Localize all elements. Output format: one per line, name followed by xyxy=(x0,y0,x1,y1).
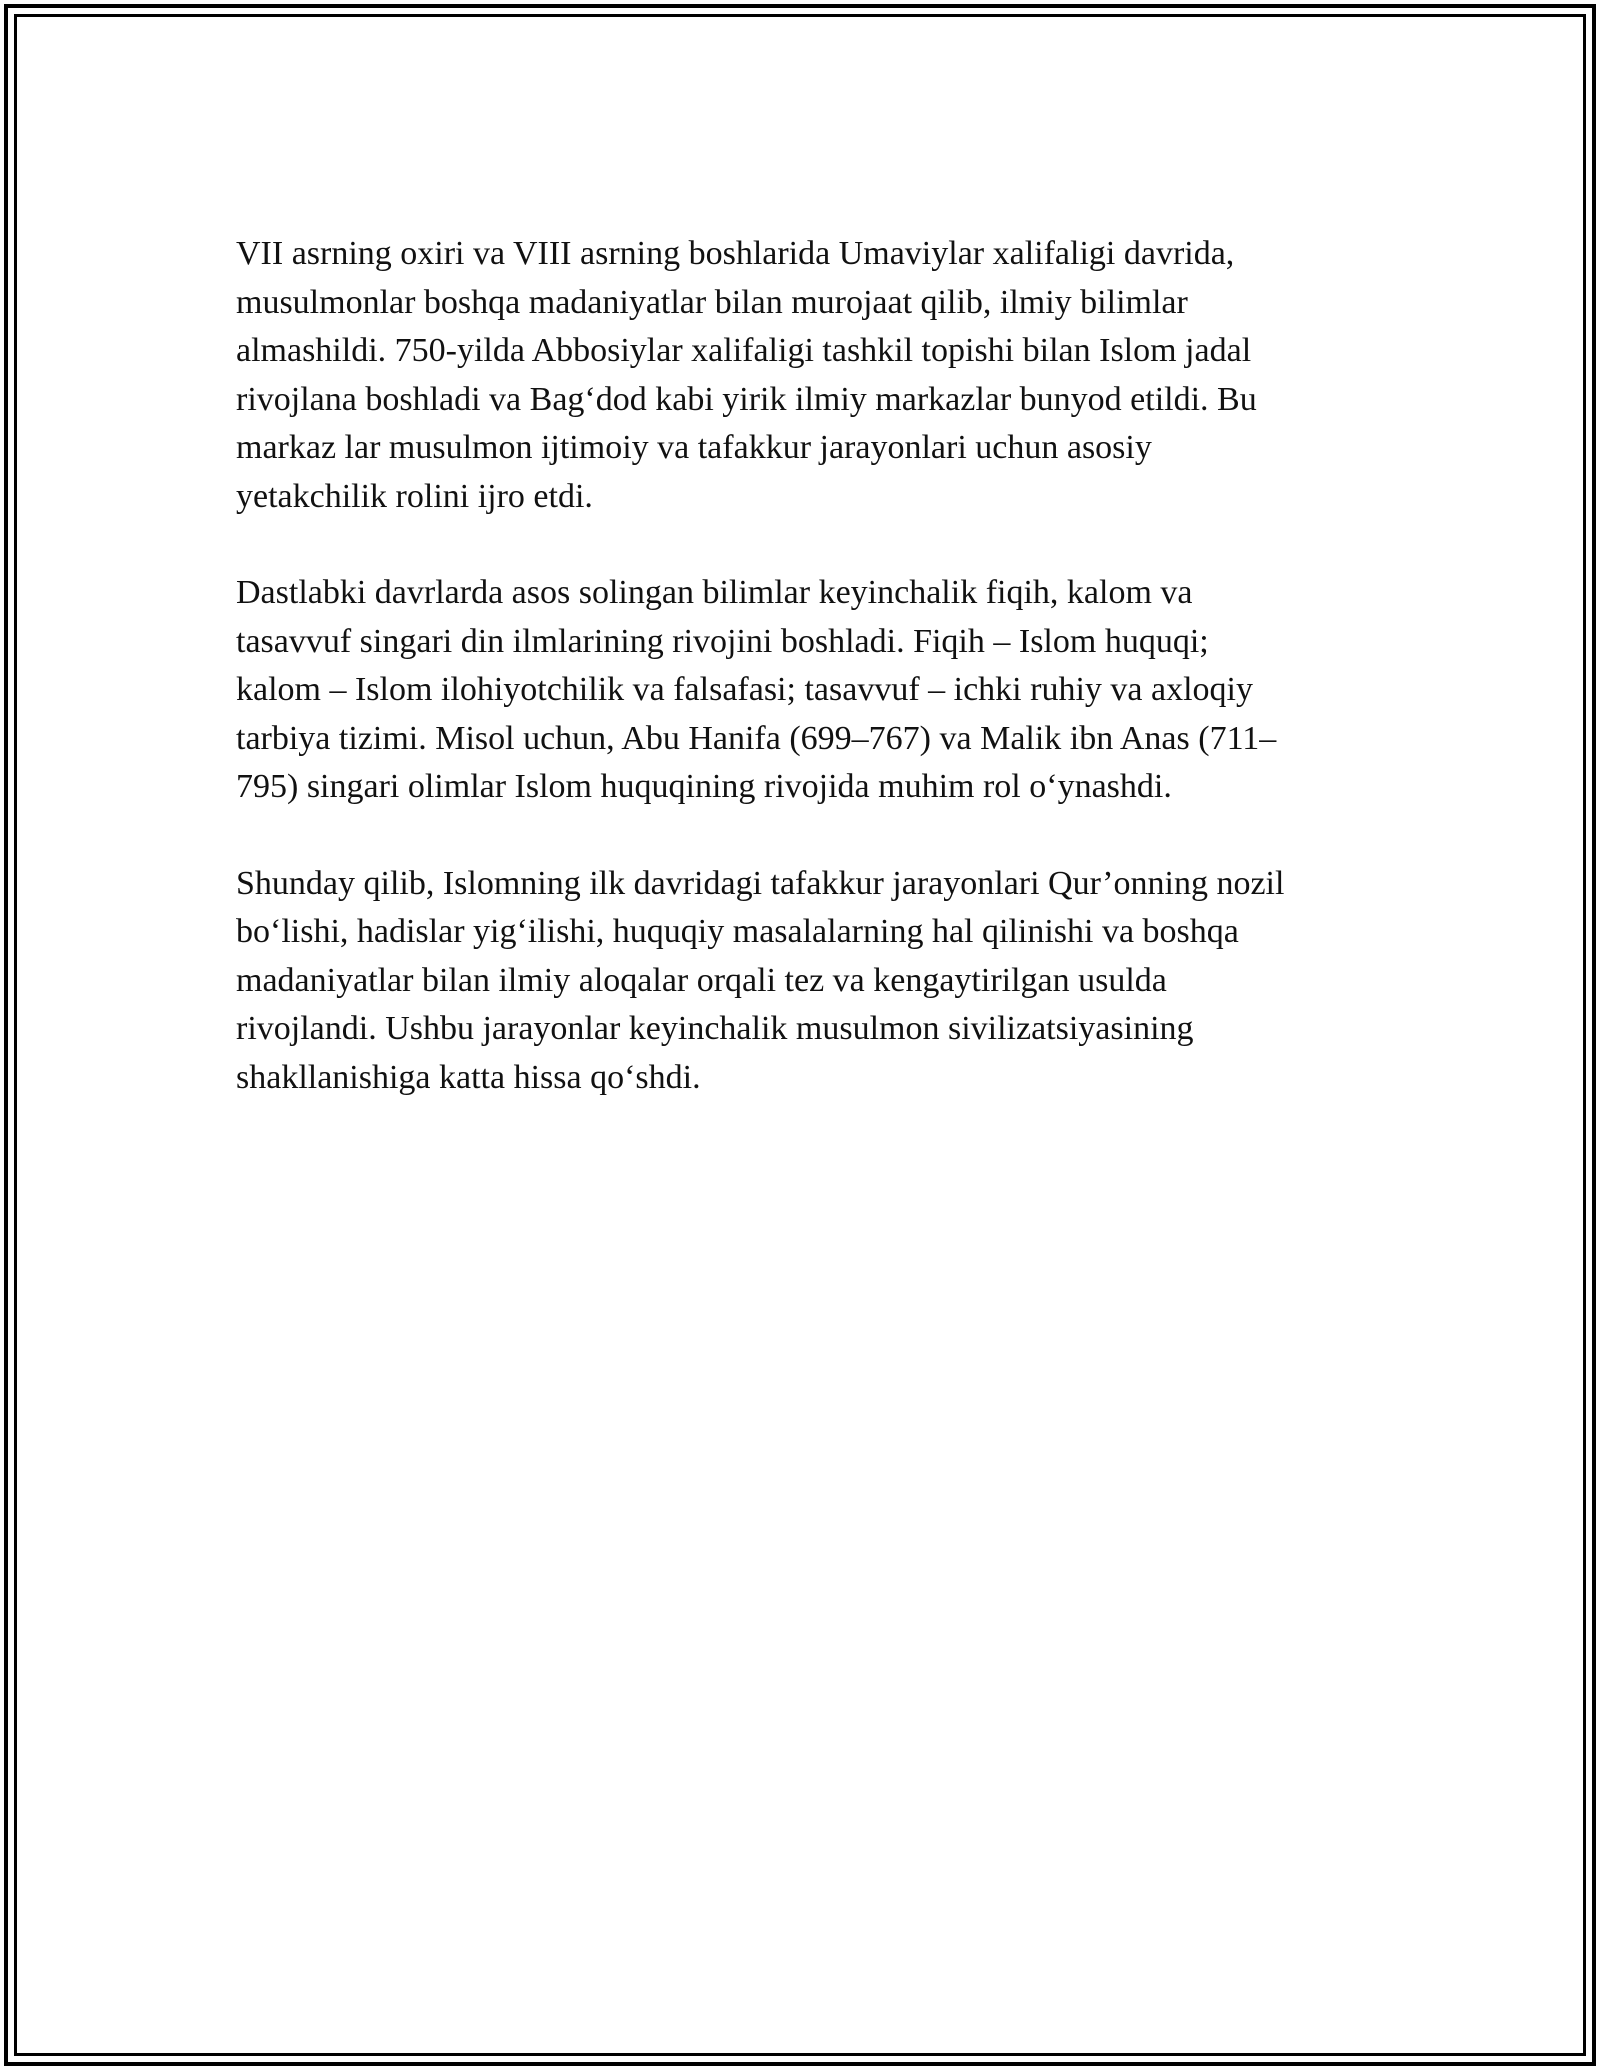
paragraph-3 xyxy=(236,860,1376,1103)
text-line: markaz lar musulmon ijtimoiy va tafakkur jarayonlari uchun asosiy xyxy=(236,429,1152,466)
text-line: shakllanishiga katta hissa qo‘shdi. xyxy=(236,1058,701,1096)
text-line: rivojlandi. Ushbu jarayonlar keyinchalik musulmon sivilizatsiyasining xyxy=(236,1010,1194,1047)
text-line: yetakchilik rolini ijro etdi. xyxy=(236,477,593,515)
text-line: musulmonlar boshqa madaniyatlar bilan murojaat qilib, ilmiy bilimlar xyxy=(236,283,1188,321)
paragraph-1 xyxy=(236,230,1376,521)
paragraph-2 xyxy=(236,569,1376,812)
document-body xyxy=(236,230,1376,1150)
text-line: madaniyatlar bilan ilmiy aloqalar orqali tez va kengaytirilgan usulda xyxy=(236,961,1167,999)
text-line: kalom – Islom ilohiyotchilik va falsafasi; tasavvuf – ichki ruhiy va axloqiy xyxy=(236,671,1253,708)
text-line: 795) singari olimlar Islom huquqining rivojida muhim rol o‘ynashdi. xyxy=(236,768,1172,805)
text-line: almashildi. 750-yilda Abbosiylar xalifaligi tashkil topishi bilan Islom jadal xyxy=(236,332,1252,369)
text-line: tarbiya tizimi. Misol uchun, Abu Hanifa (699–767) va Malik ibn Anas (711– xyxy=(236,719,1277,757)
text-line: rivojlana boshladi va Bag‘dod kabi yirik ilmiy markazlar bunyod etildi. Bu xyxy=(236,380,1257,418)
text-line: bo‘lishi, hadislar yig‘ilishi, huquqiy masalalarning hal qilinishi va boshqa xyxy=(236,913,1239,950)
text-line: tasavvuf singari din ilmlarining rivojini boshladi. Fiqih – Islom huquqi; xyxy=(236,622,1209,660)
text-line: Dastlabki davrlarda asos solingan bilimlar keyinchalik fiqih, kalom va xyxy=(236,574,1193,611)
text-line: VII asrning oxiri va VIII asrning boshlarida Umaviylar xalifaligi davrida, xyxy=(236,235,1235,272)
text-line: Shunday qilib, Islomning ilk davridagi tafakkur jarayonlari Qur’onning nozil xyxy=(236,864,1285,902)
